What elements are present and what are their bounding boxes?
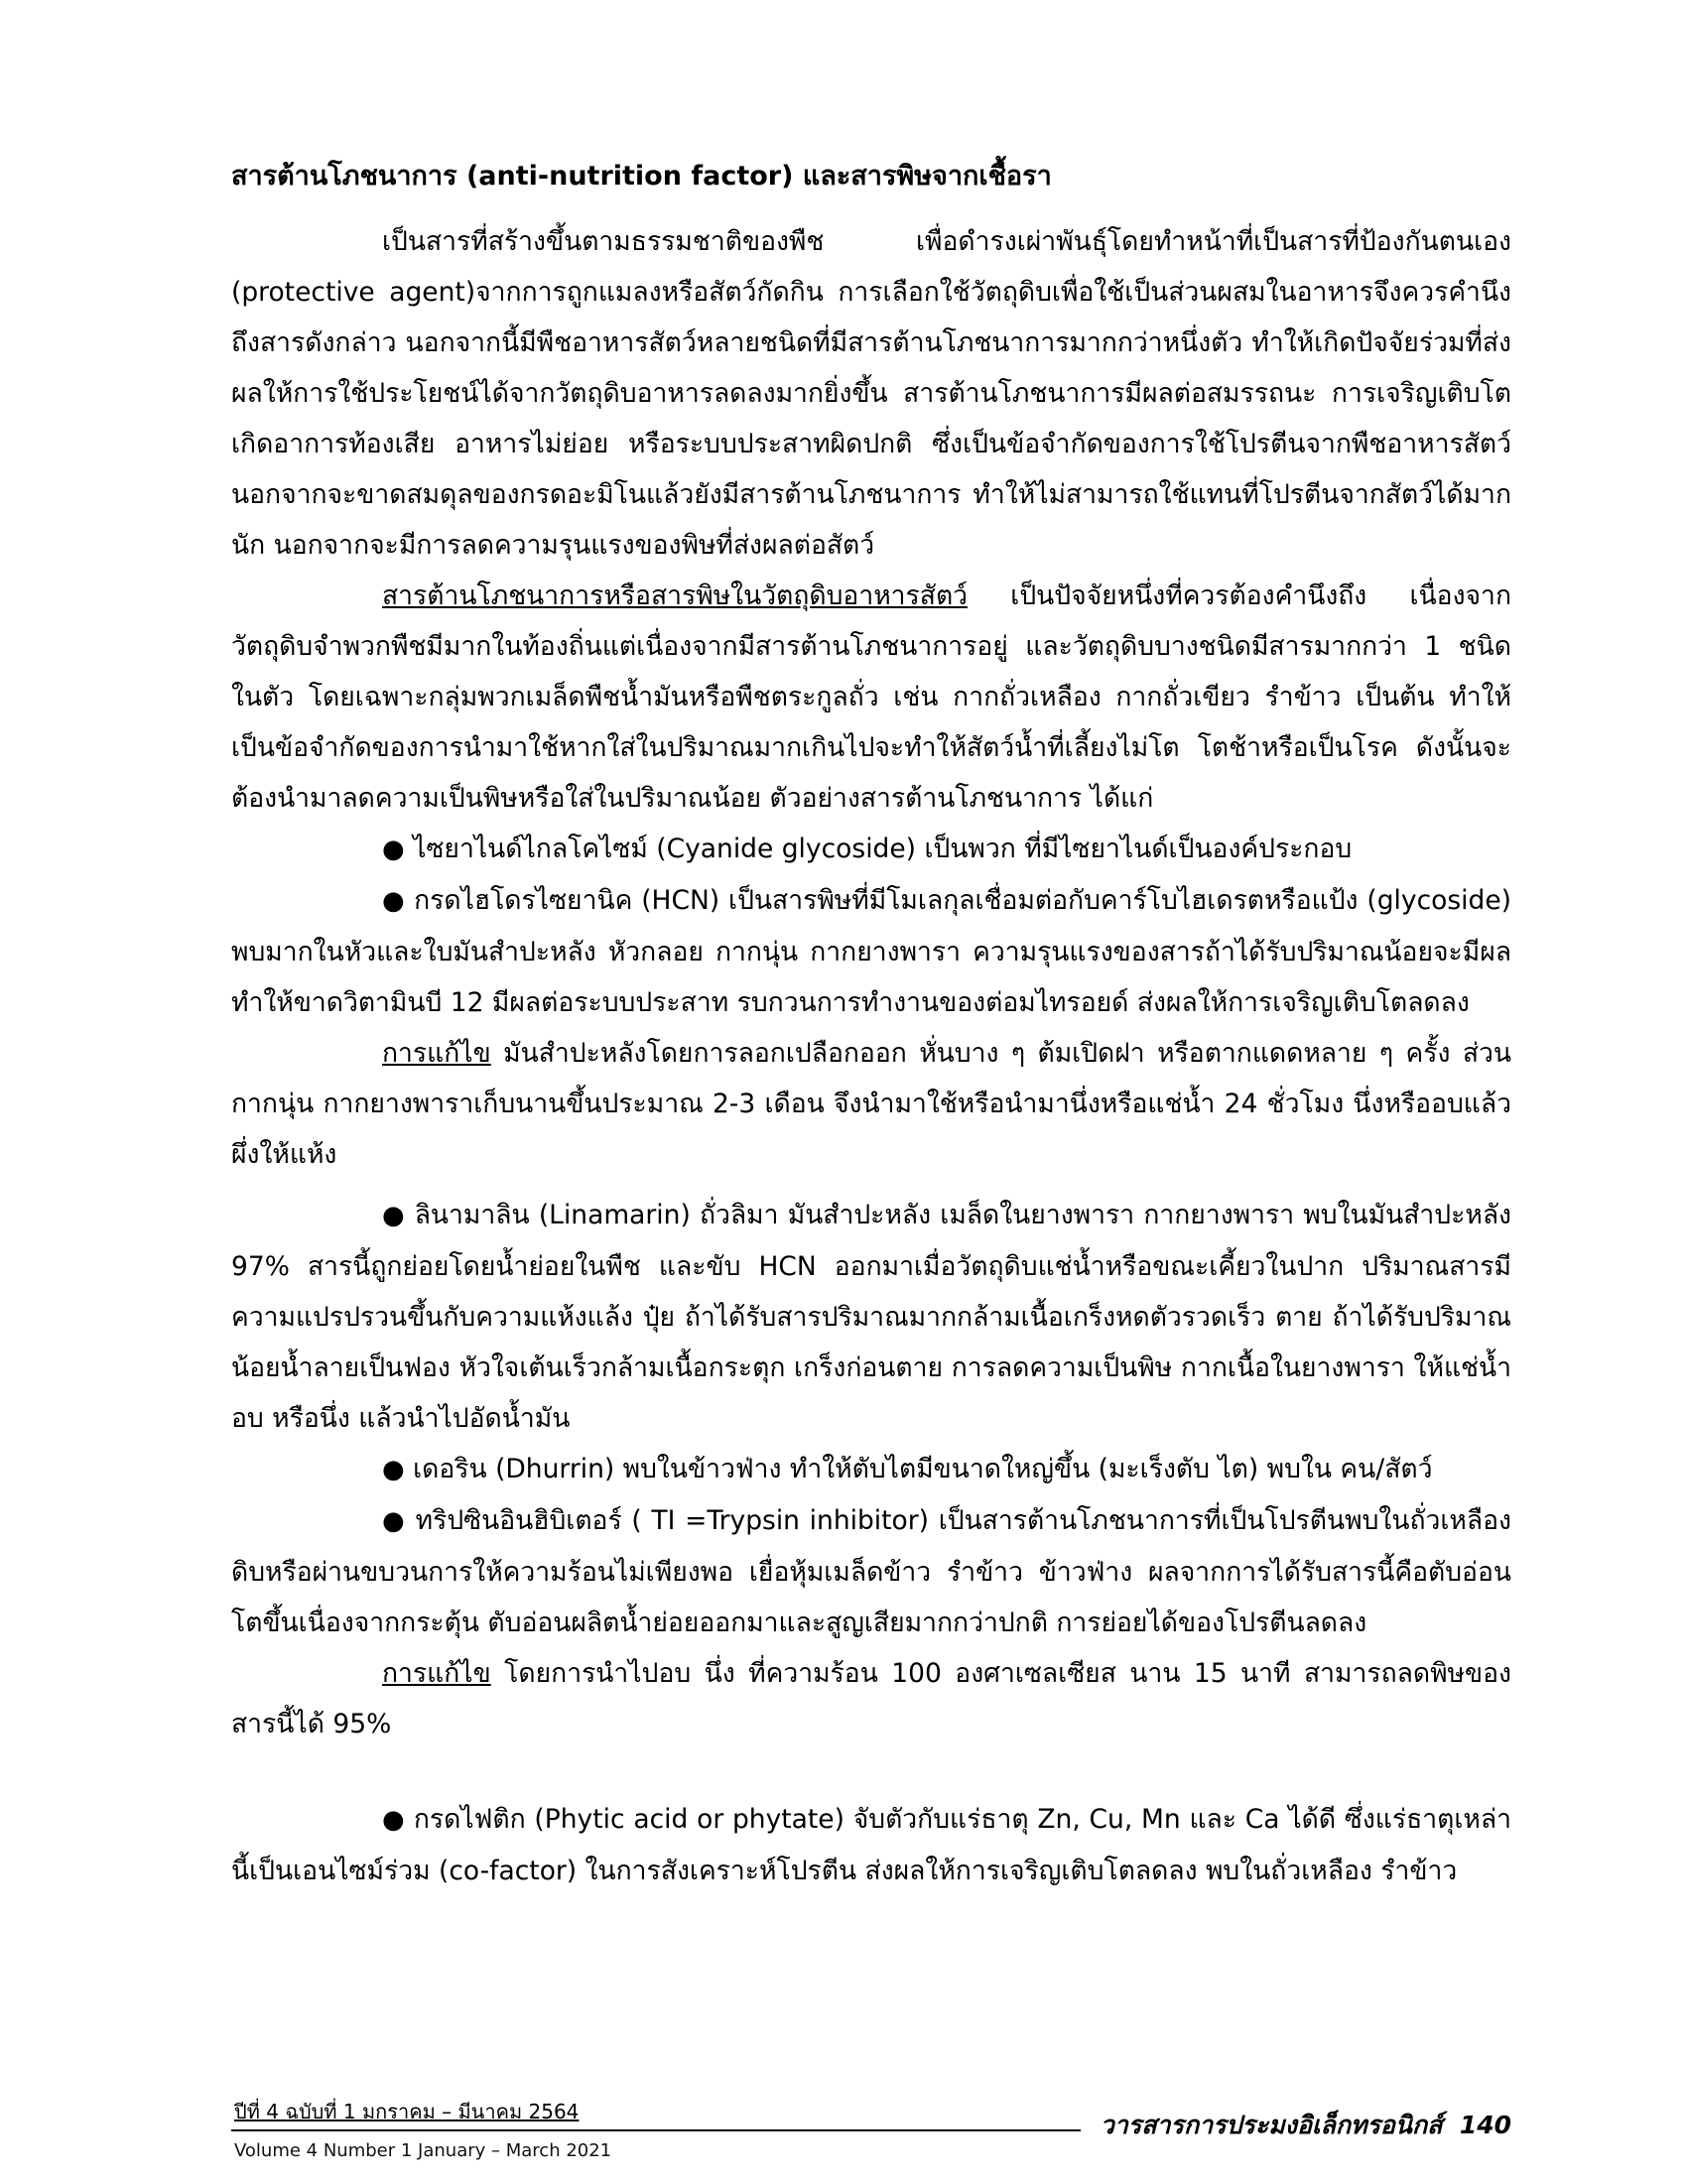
body-text [231,216,1511,1896]
bullet-dot-icon: ● [382,1201,406,1230]
remedy-paragraph-heat [231,1648,1511,1749]
remedy-text: มันสำปะหลังโดยการลอกเปลือกออก หั่นบาง ๆ ต้มเปิดฝา หรือตากแดดหลาย ๆ ครั้ง ส่วนกากนุ่น กากยางพาราเก็บนานขึ้นประมาณ 2-3 เดือน จึงนำมาใช้หรือนำมานึ่งหรือแช่น้ำ 24 ชั่วโมง นึ่งหรืออบแล้วผึ่งให้แห้ง [231,1038,1511,1170]
bullet-dot-icon: ● [382,1506,406,1536]
bullet-hcn [231,875,1511,1028]
bullet-trypsin-inhibitor [231,1495,1511,1648]
bullet-text: เดอริน (Dhurrin) พบในข้าวฟ่าง ทำให้ตับไตมีขนาดใหญ่ขึ้น (มะเร็งตับ ไต) พบใน คน/สัตว์ [404,1454,1433,1484]
bullet-dot-icon: ● [382,1455,405,1484]
journal-name: วารสารการประมงอิเล็กทรอนิกส์ [1100,2111,1443,2139]
bullet-text: ทริปซินอินฮิบิเตอร์ ( TI =Trypsin inhibitor) เป็นสารต้านโภชนาการที่เป็นโปรตีนพบในถั่วเหลืองดิบหรือผ่านขบวนการให้ความร้อนไม่เพียงพอ เยื่อหุ้มเมล็ดข้าว รำข้าว ข้าวฟ่าง ผลจากการได้รับสารนี้คือตับอ่อนโตขึ้นเนื่องจากกระตุ้น ตับอ่อนผลิตน้ำย่อยออกมาและสูญเสียมากกว่าปกติ การย่อยได้ของโปรตีนลดลง [231,1505,1511,1638]
paragraph-text: เป็นปัจจัยหนึ่งที่ควรต้องคำนึงถึง เนื่องจากวัตถุดิบจำพวกพืชมีมากในท้องถิ่นแต่เนื่องจากมีสารต้านโภชนาการอยู่ และวัตถุดิบบางชนิดมีสารมากกว่า 1 ชนิดในตัว โดยเฉพาะกลุ่มพวกเมล็ดพืชน้ำมันหรือพืชตระกูลถั่ว เช่น กากถั่วเหลือง กากถั่วเขียว รำข้าว เป็นต้น ทำให้เป็นข้อจำกัดของการนำมาใช้หากใส่ในปริมาณมากเกินไปจะทำให้สัตว์น้ำที่เลี้ยงไม่โต โตช้าหรือเป็นโรค ดังนั้นจะต้องนำมาลดความเป็นพิษหรือใส่ในปริมาณน้อย ตัวอย่างสารต้านโภชนาการ ได้แก่ [231,580,1511,814]
remedy-label: การแก้ไข [382,1658,491,1689]
bullet-text: กรดไฟติก (Phytic acid or phytate) จับตัวกับแร่ธาตุ Zn, Cu, Mn และ Ca ได้ดี ซึ่งแร่ธาตุเหล่านี้เป็นเอนไซม์ร่วม (co-factor) ในการสังเคราะห์โปรตีน ส่งผลให้การเจริญเติบโตลดลง พบในถั่วเหลือง รำข้าว [231,1804,1511,1886]
remedy-paragraph-cassava [231,1028,1511,1180]
intro-paragraph: เป็นสารที่สร้างขึ้นตามธรรมชาติของพืช เพื่อดำรงเผ่าพันธุ์โดยทำหน้าที่เป็นสารที่ป้องกันตนเอง (protective agent)จากการถูกแมลงหรือสัตว์กัดกิน การเลือกใช้วัตถุดิบเพื่อใช้เป็นส่วนผสมในอาหารจึงควรคำนึงถึงสารดังกล่าว นอกจากนี้มีพืชอาหารสัตว์หลายชนิดที่มีสารต้านโภชนาการมากกว่าหนึ่งตัว ทำให้เกิดปัจจัยร่วมที่ส่งผลให้การใช้ประโยชน์ได้จากวัตถุดิบอาหารลดลงมากยิ่งขึ้น สารต้านโภชนาการมีผลต่อสมรรถนะ การเจริญเติบโต เกิดอาการท้องเสีย อาหารไม่ย่อย หรือระบบประสาทผิดปกติ ซึ่งเป็นข้อจำกัดของการใช้โปรตีนจากพืชอาหารสัตว์นอกจากจะขาดสมดุลของกรดอะมิโนแล้วยังมีสารต้านโภชนาการ ทำให้ไม่สามารถใช้แทนที่โปรตีนจากสัตว์ได้มากนัก นอกจากจะมีการลดความรุนแรงของพิษที่ส่งผลต่อสัตว์ [231,226,1511,561]
footer-issue: ปีที่ 4 ฉบับที่ 1 มกราคม – มีนาคม 2564 [234,2100,580,2123]
bullet-phytic-acid [231,1794,1511,1896]
bullet-text: ลินามาลิน (Linamarin) ถั่วลิมา มันสำปะหลัง เมล็ดในยางพารา กากยางพารา พบในมันสำปะหลัง 97% สารนี้ถูกย่อยโดยน้ำย่อยในพืช และขับ HCN ออกมาเมื่อวัตถุดิบแช่น้ำหรือขณะเคี้ยวในปาก ปริมาณสารมีความแปรปรวนขึ้นกับความแห้งแล้ง ปุ๋ย ถ้าได้รับสารปริมาณมากกล้ามเนื้อเกร็งหดตัวรวดเร็ว ตาย ถ้าได้รับปริมาณน้อยน้ำลายเป็นฟอง หัวใจเต้นเร็วกล้ามเนื้อกระตุก เกร็งก่อนตาย การลดความเป็นพิษ กากเนื้อในยางพารา ให้แช่น้ำ อบ หรือนึ่ง แล้วนำไปอัดน้ำมัน [231,1200,1511,1434]
bullet-dot-icon: ● [382,886,406,916]
bullet-dot-icon: ● [382,1805,406,1835]
footer-journal-title [1101,2109,1511,2142]
paragraph-anti-nutrition-in-feed [231,571,1511,824]
underlined-term: สารต้านโภชนาการหรือสารพิษในวัตถุดิบอาหารสัตว์ [382,580,969,611]
bullet-cyanide-glycoside [231,824,1511,875]
bullet-text: ไซยาไนด์ไกลโคไซม์ (Cyanide glycoside) เป็นพวก ที่มีไซยาไนด์เป็นองค์ประกอบ [404,834,1353,864]
footer-volume: Volume 4 Number 1 January – March 2021 [234,2140,612,2161]
bullet-linamarin [231,1190,1511,1444]
remedy-text: โดยการนำไปอบ นึ่ง ที่ความร้อน 100 องศาเซลเซียส นาน 15 นาที สามารถลดพิษของสารนี้ได้ 95% [231,1658,1511,1739]
bullet-dot-icon: ● [382,835,405,864]
section-heading: สารต้านโภชนาการ (anti-nutrition factor) และสารพิษจากเชื้อรา [231,161,1052,192]
remedy-label: การแก้ไข [382,1038,491,1069]
footer-divider [231,2129,1081,2131]
page-number: 140 [1459,2111,1511,2139]
bullet-dhurrin [231,1444,1511,1495]
bullet-text: กรดไฮโดรไซยานิค (HCN) เป็นสารพิษที่มีโมเลกุลเชื่อมต่อกับคาร์โบไฮเดรตหรือแป้ง (glycoside) พบมากในหัวและใบมันสำปะหลัง หัวกลอย กากนุ่น กากยางพารา ความรุนแรงของสารถ้าได้รับปริมาณน้อยจะมีผลทำให้ขาดวิตามินบี 12 มีผลต่อระบบประสาท รบกวนการทำงานของต่อมไทรอยด์ ส่งผลให้การเจริญเติบโตลดลง [231,885,1511,1018]
